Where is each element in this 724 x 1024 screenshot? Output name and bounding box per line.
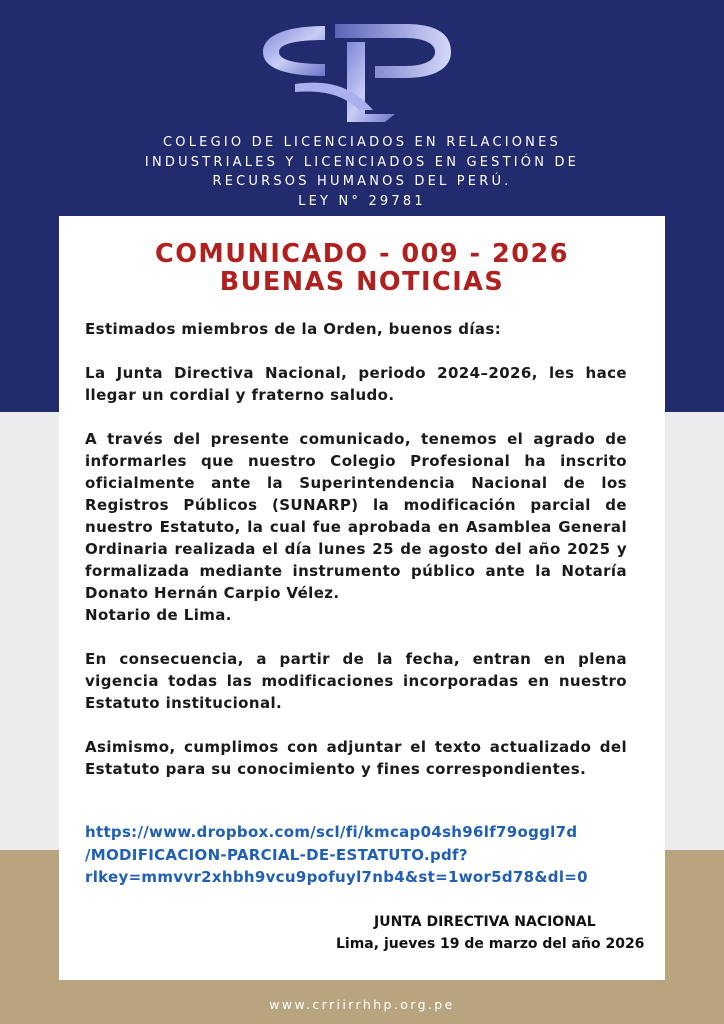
title-line-2: BUENAS NOTICIAS: [219, 267, 505, 297]
law-number: LEY N° 29781: [298, 193, 426, 209]
page-title: [0, 240, 724, 296]
greeting: Estimados miembros de la Orden, buenos días:: [85, 320, 502, 338]
paragraph-announcement: A través del presente comunicado, tenemos el agrado de informarles que nuestro Colegio Profesional ha inscrito oficialmente ante la Superintendencia Nacional de los Registros Públicos (SUNARP) la modificación parcial de nuestro Estatuto, la cual fue aprobada en Asamblea General Ordinaria realizada el día lunes 25 de agosto del año 2025 y formalizada mediante instrumento público ante la Notaría Donato Hernán Carpio Vélez.: [85, 430, 627, 602]
institution-line: RECURSOS HUMANOS DEL PERÚ.: [212, 174, 512, 189]
paragraph-notary: Notario de Lima.: [85, 606, 232, 624]
statute-link[interactable]: [85, 821, 645, 889]
link-line-3[interactable]: rlkey=mmvvr2xhbh9vcu9pofuyl7nb4&st=1wor5d78&dl=0: [85, 868, 588, 886]
link-line-1[interactable]: https://www.dropbox.com/scl/fi/kmcap04sh96lf79oggl7d: [85, 823, 578, 841]
communique-body: [85, 318, 627, 802]
paragraph-effect: En consecuencia, a partir de la fecha, entran en plena vigencia todas las modificaciones incorporadas en nuestro Estatuto institucional.: [85, 650, 627, 712]
institution-line: INDUSTRIALES Y LICENCIADOS EN GESTIÓN DE: [144, 154, 580, 170]
crp-logo-icon: [255, 14, 455, 126]
paragraph-greeting: La Junta Directiva Nacional, periodo 2024–2026, les hace llegar un cordial y fraterno saludo.: [85, 364, 627, 404]
paragraph-attachment: Asimismo, cumplimos con adjuntar el texto actualizado del Estatuto para su conocimiento y fines correspondientes.: [85, 738, 627, 778]
title-line-1: COMUNICADO - 009 - 2026: [155, 239, 569, 269]
link-line-2[interactable]: /MODIFICACION-PARCIAL-DE-ESTATUTO.pdf?: [85, 845, 468, 864]
footer-url[interactable]: www.crriirrhhp.org.pe: [269, 997, 455, 1012]
signature-date: Lima, jueves 19 de marzo del año 2026: [336, 936, 645, 952]
institution-header: [0, 133, 724, 211]
institution-line: COLEGIO DE LICENCIADOS EN RELACIONES: [163, 135, 561, 150]
signature-org: JUNTA DIRECTIVA NACIONAL: [374, 914, 596, 930]
signature-block: [320, 911, 655, 955]
